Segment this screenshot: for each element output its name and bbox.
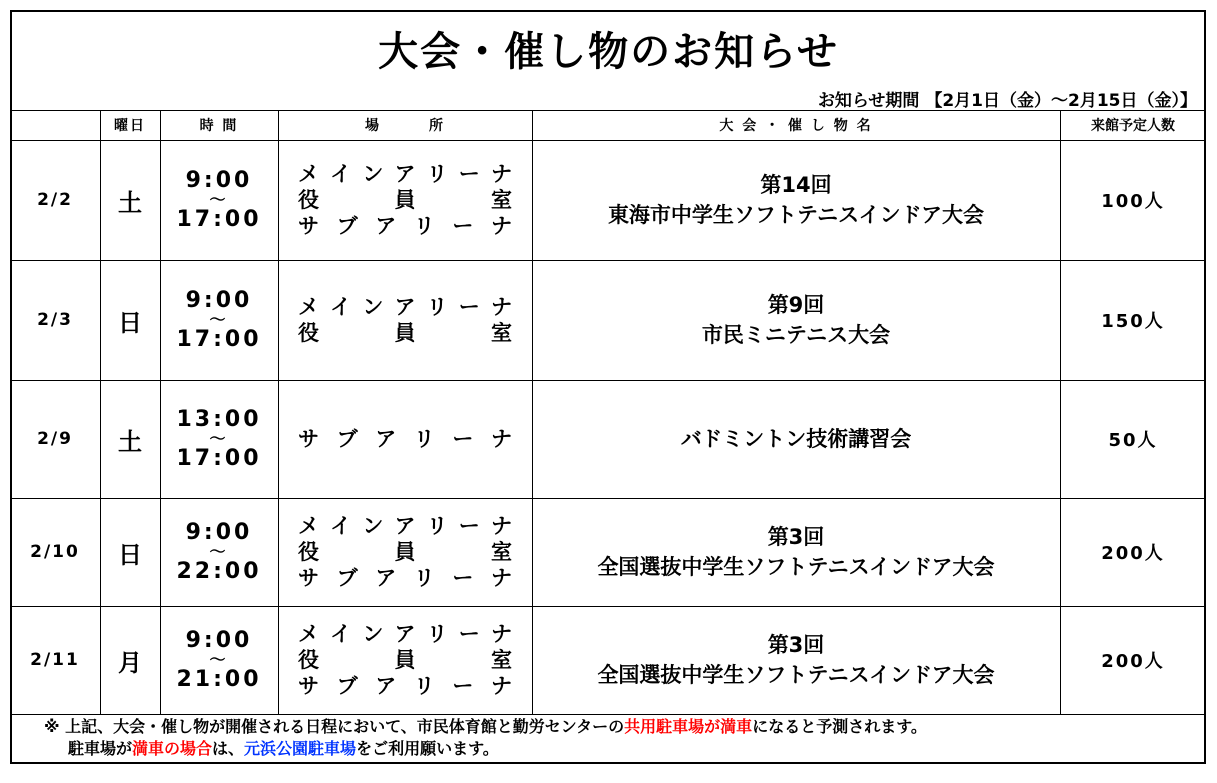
place-char: ナ — [490, 162, 512, 186]
place-char: ン — [362, 514, 384, 538]
event-edition: 第3回 — [767, 633, 825, 657]
place-name — [298, 294, 512, 320]
place-char: ー — [458, 295, 480, 319]
place-name — [298, 187, 512, 213]
row-time — [160, 260, 278, 380]
time-end: 17:00 — [176, 207, 262, 232]
place-char: 室 — [491, 188, 512, 212]
place-char: ナ — [490, 295, 512, 319]
note-line-1 — [44, 716, 927, 738]
note-warning: 満車の場合 — [132, 739, 213, 758]
place-char: 員 — [394, 321, 416, 345]
place-char: ナ — [490, 427, 512, 451]
place-char: イ — [330, 162, 352, 186]
place-char: サ — [298, 427, 319, 451]
time-tilde: ～ — [209, 190, 229, 209]
time-tilde: ～ — [209, 542, 229, 561]
place-char: リ — [413, 427, 435, 451]
note-text: は、 — [212, 739, 245, 758]
place-char: メ — [298, 295, 319, 319]
place-char: 室 — [491, 321, 512, 345]
place-char: ア — [394, 514, 416, 538]
note-text: ※ 上記、大会・催し物が開催される日程において、市民体育館と勤労センターの — [44, 717, 625, 736]
place-char: ー — [458, 514, 480, 538]
place-name — [298, 647, 512, 673]
place-char: 員 — [394, 648, 416, 672]
place-char: リ — [413, 674, 435, 698]
place-char: ナ — [490, 566, 512, 590]
time-tilde: ～ — [209, 310, 229, 329]
place-char: サ — [298, 214, 319, 238]
place-name — [298, 673, 512, 699]
row-day-of-week: 日 — [118, 308, 142, 337]
grid-line — [10, 714, 1206, 715]
row-places — [278, 260, 532, 380]
place-char: ナ — [490, 214, 512, 238]
place-char: メ — [298, 622, 319, 646]
row-event — [532, 498, 1060, 606]
header-event: 大 会 ・ 催 し 物 名 — [719, 118, 873, 134]
header-place: 場 所 — [365, 118, 445, 134]
note-line-2 — [44, 738, 927, 760]
header-count: 来館予定人数 — [1091, 118, 1175, 134]
header-time: 時 間 — [199, 118, 239, 134]
notice-period: お知らせ期間 【2月1日（金）～2月15日（金）】 — [817, 91, 1197, 111]
place-char: ー — [452, 214, 474, 238]
row-date: 2/2 — [37, 190, 73, 210]
place-char: ナ — [490, 674, 512, 698]
row-day-of-week: 月 — [118, 648, 142, 677]
place-char: リ — [426, 162, 448, 186]
row-date: 2/9 — [37, 429, 73, 449]
row-day-of-week: 日 — [118, 540, 142, 569]
place-char: 役 — [298, 540, 319, 564]
place-char: ア — [394, 162, 416, 186]
place-char: 員 — [394, 188, 416, 212]
place-name — [298, 513, 512, 539]
place-char: ナ — [490, 622, 512, 646]
header-dow: 曜日 — [114, 118, 146, 134]
page-title: 大会・催し物のお知らせ — [378, 29, 839, 75]
place-char: ア — [375, 566, 397, 590]
place-char: ン — [362, 162, 384, 186]
place-char: ー — [458, 622, 480, 646]
event-edition: 第9回 — [767, 293, 825, 317]
place-char: ブ — [336, 427, 358, 451]
row-time — [160, 498, 278, 606]
note-text: 駐車場が — [68, 739, 133, 758]
row-expected-visitors: 100人 — [1101, 191, 1165, 212]
place-char: 役 — [298, 188, 319, 212]
row-places — [278, 380, 532, 498]
row-event — [532, 606, 1060, 714]
time-tilde: ～ — [209, 650, 229, 669]
row-date: 2/3 — [37, 310, 73, 330]
place-char: リ — [426, 514, 448, 538]
place-char: イ — [330, 295, 352, 319]
time-start: 9:00 — [185, 519, 253, 545]
row-day-of-week: 土 — [118, 427, 142, 456]
place-name — [298, 320, 512, 346]
row-places — [278, 498, 532, 606]
event-name: 東海市中学生ソフトテニスインドア大会 — [607, 203, 985, 227]
place-char: ン — [362, 622, 384, 646]
time-start: 13:00 — [176, 406, 262, 432]
row-places — [278, 606, 532, 714]
note-warning: 共用駐車場が満車 — [624, 717, 753, 736]
row-places — [278, 140, 532, 260]
place-char: リ — [413, 566, 435, 590]
place-char: メ — [298, 514, 319, 538]
time-tilde: ～ — [209, 429, 229, 448]
row-date: 2/11 — [30, 650, 80, 670]
time-end: 21:00 — [176, 667, 262, 692]
place-char: サ — [298, 674, 319, 698]
row-expected-visitors: 150人 — [1101, 311, 1165, 332]
row-time — [160, 380, 278, 498]
place-char: ア — [394, 622, 416, 646]
time-start: 9:00 — [185, 287, 253, 313]
place-name — [298, 213, 512, 239]
row-expected-visitors: 50人 — [1108, 430, 1158, 451]
place-char: ー — [452, 566, 474, 590]
time-end: 17:00 — [176, 446, 262, 471]
place-char: ア — [375, 674, 397, 698]
event-name: バドミントン技術講習会 — [680, 427, 912, 451]
row-expected-visitors: 200人 — [1101, 651, 1165, 672]
place-char: サ — [298, 566, 319, 590]
place-char: 室 — [491, 648, 512, 672]
place-char: ー — [452, 674, 474, 698]
place-name — [298, 161, 512, 187]
place-char: 員 — [394, 540, 416, 564]
place-char: ア — [375, 427, 397, 451]
row-event — [532, 260, 1060, 380]
place-char: イ — [330, 514, 352, 538]
place-char: ー — [458, 162, 480, 186]
place-char: メ — [298, 162, 319, 186]
time-end: 22:00 — [176, 559, 262, 584]
place-char: 役 — [298, 321, 319, 345]
place-name — [298, 539, 512, 565]
place-char: ア — [375, 214, 397, 238]
place-char: イ — [330, 622, 352, 646]
row-expected-visitors: 200人 — [1101, 543, 1165, 564]
place-char: ブ — [336, 214, 358, 238]
event-edition: 第3回 — [767, 525, 825, 549]
place-char: ブ — [336, 674, 358, 698]
place-char: ー — [452, 427, 474, 451]
place-char: ア — [394, 295, 416, 319]
place-name — [298, 621, 512, 647]
note-text: をご利用願います。 — [356, 739, 499, 758]
event-name: 市民ミニテニス大会 — [701, 323, 891, 347]
event-name: 全国選抜中学生ソフトテニスインドア大会 — [597, 555, 995, 579]
time-end: 17:00 — [176, 327, 262, 352]
row-time — [160, 140, 278, 260]
row-day-of-week: 土 — [118, 188, 142, 217]
row-time — [160, 606, 278, 714]
place-char: リ — [426, 295, 448, 319]
place-char: 役 — [298, 648, 319, 672]
place-name — [298, 565, 512, 591]
row-date: 2/10 — [30, 542, 80, 562]
row-event — [532, 140, 1060, 260]
note-parking-name: 元浜公園駐車場 — [244, 739, 357, 758]
row-event — [532, 380, 1060, 498]
time-start: 9:00 — [185, 627, 253, 653]
place-char: リ — [426, 622, 448, 646]
event-name: 全国選抜中学生ソフトテニスインドア大会 — [597, 663, 995, 687]
event-edition: 第14回 — [760, 173, 832, 197]
place-char: 室 — [491, 540, 512, 564]
grid-line — [10, 110, 1206, 111]
time-start: 9:00 — [185, 167, 253, 193]
place-char: ナ — [490, 514, 512, 538]
parking-note — [44, 716, 927, 760]
place-char: ン — [362, 295, 384, 319]
note-text: になると予測されます。 — [752, 717, 927, 736]
place-char: リ — [413, 214, 435, 238]
place-char: ブ — [336, 566, 358, 590]
place-name — [298, 426, 512, 452]
